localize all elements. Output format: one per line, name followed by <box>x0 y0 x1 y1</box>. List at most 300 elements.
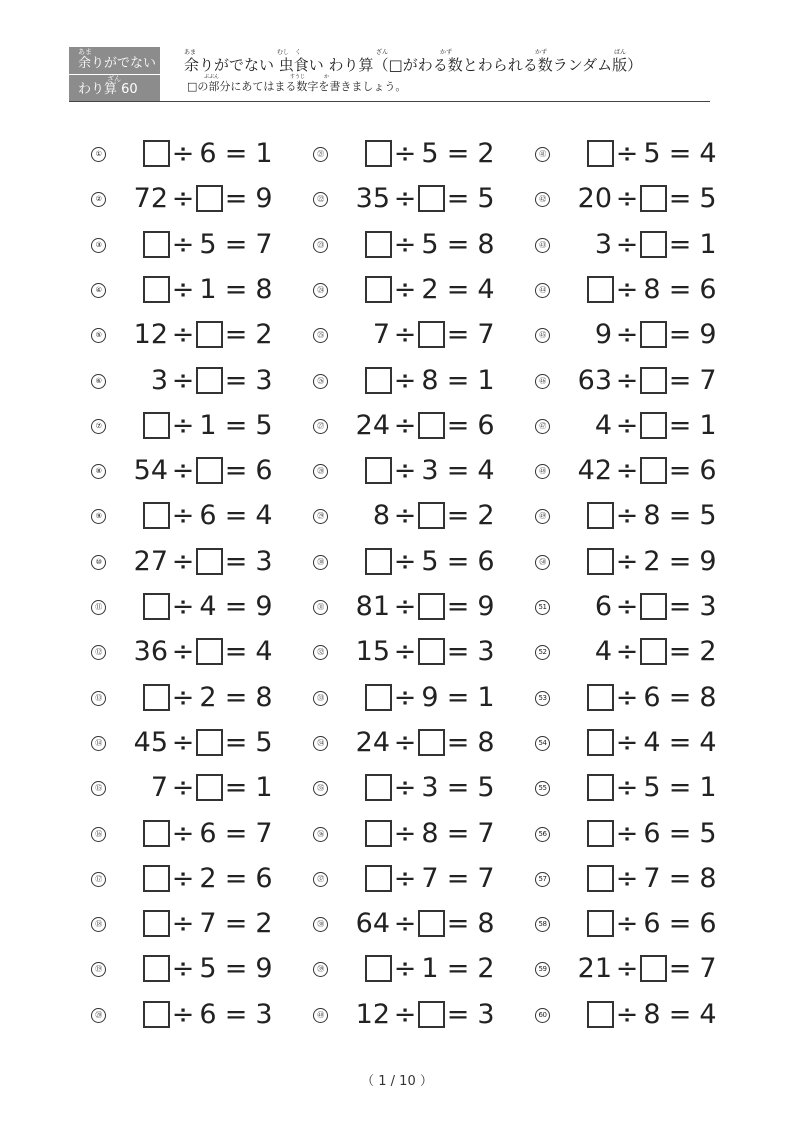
equals-sign: = <box>224 319 248 351</box>
equals-sign: = <box>668 364 692 396</box>
problem-item <box>535 904 735 944</box>
equals-sign: = <box>668 545 692 577</box>
quotient: 9 <box>699 545 717 577</box>
answer-blank-box[interactable] <box>143 502 170 529</box>
problem-item <box>313 361 513 401</box>
division-expression <box>116 452 281 490</box>
divisor: 6 <box>643 908 661 940</box>
division-expression <box>116 407 281 445</box>
divisor: 8 <box>421 817 439 849</box>
problem-number: ㉛ <box>313 600 328 615</box>
title-ruby: かず <box>535 49 548 56</box>
answer-blank-box[interactable] <box>418 502 445 529</box>
division-expression <box>338 950 503 988</box>
division-expression <box>338 769 503 807</box>
quotient: 3 <box>477 636 495 668</box>
equals-sign: = <box>224 455 248 487</box>
divisor: 5 <box>643 772 661 804</box>
quotient: 6 <box>255 455 273 487</box>
answer-blank-box[interactable] <box>143 231 170 258</box>
division-expression <box>338 588 503 626</box>
problem-number: ㊿ <box>535 555 550 570</box>
dividend: 36 <box>133 636 168 668</box>
equals-sign: = <box>446 636 470 668</box>
equals-sign: = <box>446 228 470 260</box>
problem-number: ㉕ <box>313 328 328 343</box>
answer-blank-box[interactable] <box>587 276 614 303</box>
subtitle-ruby: か <box>324 74 330 80</box>
divide-sign: ÷ <box>393 455 417 487</box>
answer-blank-box[interactable] <box>143 593 170 620</box>
quotient: 4 <box>477 273 495 305</box>
problem-number: ⑤ <box>91 328 106 343</box>
dividend: 54 <box>133 455 168 487</box>
problem-item <box>91 451 291 491</box>
answer-blank-box[interactable] <box>640 638 667 665</box>
problem-item <box>313 768 513 808</box>
title-ruby: ばん <box>614 49 627 56</box>
equals-sign: = <box>446 455 470 487</box>
dividend: 4 <box>594 409 612 441</box>
divisor: 6 <box>643 681 661 713</box>
quotient: 1 <box>477 681 495 713</box>
problem-number: ㉖ <box>313 374 328 389</box>
divide-sign: ÷ <box>615 998 639 1030</box>
equals-sign: = <box>668 817 692 849</box>
divide-sign: ÷ <box>615 273 639 305</box>
equals-sign: = <box>668 726 692 758</box>
division-expression <box>338 679 503 717</box>
answer-blank-box[interactable] <box>640 593 667 620</box>
divide-sign: ÷ <box>171 953 195 985</box>
divisor: 3 <box>421 455 439 487</box>
problem-number: ⑦ <box>91 419 106 434</box>
subtitle-ruby: すうじ <box>290 74 306 80</box>
quotient: 6 <box>477 409 495 441</box>
division-expression <box>116 588 281 626</box>
dividend: 3 <box>150 364 168 396</box>
answer-blank-box[interactable] <box>640 367 667 394</box>
problem-item <box>91 949 291 989</box>
answer-blank-box[interactable] <box>587 1001 614 1028</box>
badge-title: 余りがでない <box>78 56 157 71</box>
problem-item <box>535 134 735 174</box>
division-expression <box>560 543 725 581</box>
quotient: 6 <box>477 545 495 577</box>
problem-item <box>313 678 513 718</box>
equals-sign: = <box>446 409 470 441</box>
divide-sign: ÷ <box>171 500 195 532</box>
dividend: 7 <box>372 319 390 351</box>
quotient: 7 <box>255 228 273 260</box>
problem-number: 52 <box>535 645 550 660</box>
answer-blank-box[interactable] <box>365 548 392 575</box>
problem-number: 56 <box>535 827 550 842</box>
quotient: 1 <box>255 138 273 169</box>
problem-item <box>535 995 735 1035</box>
problem-item <box>91 995 291 1035</box>
equals-sign: = <box>224 409 248 441</box>
quotient: 9 <box>255 183 273 215</box>
answer-blank-box[interactable] <box>143 910 170 937</box>
quotient: 1 <box>699 409 717 441</box>
divide-sign: ÷ <box>171 409 195 441</box>
equals-sign: = <box>446 953 470 985</box>
title-ruby: かず <box>440 49 453 56</box>
quotient: 8 <box>699 681 717 713</box>
quotient: 4 <box>699 998 717 1030</box>
answer-blank-box[interactable] <box>365 140 392 167</box>
equals-sign: = <box>224 591 248 622</box>
problem-item <box>535 814 735 854</box>
title-ruby: むし <box>277 49 290 56</box>
answer-blank-box[interactable] <box>640 321 667 348</box>
badge-ruby-ama: あま <box>78 48 92 56</box>
dividend: 4 <box>594 636 612 668</box>
divisor: 6 <box>199 817 217 849</box>
problem-number: 53 <box>535 691 550 706</box>
answer-blank-box[interactable] <box>418 321 445 348</box>
divide-sign: ÷ <box>171 862 195 894</box>
division-expression <box>338 860 503 898</box>
equals-sign: = <box>446 908 470 940</box>
divide-sign: ÷ <box>615 364 639 396</box>
divide-sign: ÷ <box>171 772 195 804</box>
answer-blank-box[interactable] <box>143 820 170 847</box>
problem-item <box>91 723 291 763</box>
divisor: 1 <box>421 953 439 985</box>
division-expression <box>560 769 725 807</box>
answer-blank-box[interactable] <box>196 185 223 212</box>
problem-item <box>91 406 291 446</box>
problem-number: 51 <box>535 600 550 615</box>
answer-blank-box[interactable] <box>640 457 667 484</box>
problem-number: ① <box>91 147 106 162</box>
problem-item <box>313 315 513 355</box>
answer-blank-box[interactable] <box>418 910 445 937</box>
answer-blank-box[interactable] <box>587 548 614 575</box>
divide-sign: ÷ <box>171 455 195 487</box>
quotient: 5 <box>699 817 717 849</box>
division-expression <box>560 950 725 988</box>
problem-item <box>313 904 513 944</box>
problem-number: 60 <box>535 1008 550 1023</box>
answer-blank-box[interactable] <box>418 412 445 439</box>
quotient: 8 <box>255 273 273 305</box>
problem-item <box>535 542 735 582</box>
answer-blank-box[interactable] <box>143 955 170 982</box>
quotient: 7 <box>699 953 717 985</box>
division-expression <box>116 724 281 762</box>
division-expression <box>116 996 281 1034</box>
equals-sign: = <box>224 772 248 804</box>
divide-sign: ÷ <box>171 319 195 351</box>
problem-item <box>535 723 735 763</box>
divide-sign: ÷ <box>615 908 639 940</box>
answer-blank-box[interactable] <box>418 638 445 665</box>
instructions <box>187 74 407 93</box>
division-expression <box>560 135 725 173</box>
answer-blank-box[interactable] <box>587 820 614 847</box>
divide-sign: ÷ <box>615 500 639 532</box>
answer-blank-box[interactable] <box>365 955 392 982</box>
equals-sign: = <box>446 273 470 305</box>
answer-blank-box[interactable] <box>196 774 223 801</box>
division-expression <box>560 316 725 354</box>
answer-blank-box[interactable] <box>418 593 445 620</box>
division-expression <box>560 679 725 717</box>
divisor: 7 <box>643 862 661 894</box>
divide-sign: ÷ <box>393 409 417 441</box>
quotient: 4 <box>255 500 273 532</box>
answer-blank-box[interactable] <box>640 412 667 439</box>
equals-sign: = <box>224 953 248 985</box>
problem-item <box>535 949 735 989</box>
division-expression <box>560 815 725 853</box>
answer-blank-box[interactable] <box>418 1001 445 1028</box>
problem-number: ㉝ <box>313 691 328 706</box>
answer-blank-box[interactable] <box>587 140 614 167</box>
equals-sign: = <box>668 409 692 441</box>
divide-sign: ÷ <box>615 726 639 758</box>
problem-number: ㉑ <box>313 147 328 162</box>
divisor: 5 <box>199 953 217 985</box>
answer-blank-box[interactable] <box>143 865 170 892</box>
equals-sign: = <box>224 726 248 758</box>
answer-blank-box[interactable] <box>365 367 392 394</box>
answer-blank-box[interactable] <box>587 502 614 529</box>
answer-blank-box[interactable] <box>196 367 223 394</box>
divisor: 8 <box>643 273 661 305</box>
division-expression <box>338 180 503 218</box>
divisor: 2 <box>643 545 661 577</box>
equals-sign: = <box>446 500 470 532</box>
divisor: 1 <box>199 409 217 441</box>
answer-blank-box[interactable] <box>418 185 445 212</box>
problem-number: ㊾ <box>535 509 550 524</box>
problem-item <box>91 768 291 808</box>
division-expression <box>116 362 281 400</box>
divide-sign: ÷ <box>615 228 639 260</box>
divisor: 8 <box>643 998 661 1030</box>
equals-sign: = <box>668 273 692 305</box>
quotient: 2 <box>255 319 273 351</box>
equals-sign: = <box>668 455 692 487</box>
divisor: 5 <box>421 545 439 577</box>
answer-blank-box[interactable] <box>196 638 223 665</box>
title-ruby: あま <box>184 49 197 56</box>
dividend: 72 <box>133 183 168 215</box>
quotient: 5 <box>477 772 495 804</box>
problem-item <box>313 949 513 989</box>
answer-blank-box[interactable] <box>365 774 392 801</box>
answer-blank-box[interactable] <box>196 548 223 575</box>
answer-blank-box[interactable] <box>196 729 223 756</box>
problem-number: ③ <box>91 238 106 253</box>
division-expression <box>560 180 725 218</box>
quotient: 4 <box>699 138 717 169</box>
division-expression <box>116 316 281 354</box>
problem-item <box>91 678 291 718</box>
equals-sign: = <box>668 998 692 1030</box>
division-expression <box>116 226 281 264</box>
division-expression <box>116 135 281 173</box>
quotient: 1 <box>477 364 495 396</box>
division-expression <box>560 271 725 309</box>
divisor: 4 <box>643 726 661 758</box>
divide-sign: ÷ <box>171 681 195 713</box>
division-expression <box>338 905 503 943</box>
division-expression <box>338 452 503 490</box>
problem-item <box>535 179 735 219</box>
dividend: 3 <box>594 228 612 260</box>
divide-sign: ÷ <box>171 636 195 668</box>
answer-blank-box[interactable] <box>143 276 170 303</box>
quotient: 9 <box>255 953 273 985</box>
division-expression <box>116 815 281 853</box>
answer-blank-box[interactable] <box>587 774 614 801</box>
divide-sign: ÷ <box>615 591 639 622</box>
answer-blank-box[interactable] <box>587 910 614 937</box>
dividend: 24 <box>355 726 390 758</box>
division-expression <box>560 724 725 762</box>
dividend: 12 <box>133 319 168 351</box>
answer-blank-box[interactable] <box>143 1001 170 1028</box>
problem-number: ⑫ <box>91 645 106 660</box>
division-expression <box>338 226 503 264</box>
problem-number: ④ <box>91 283 106 298</box>
answer-blank-box[interactable] <box>418 729 445 756</box>
quotient: 7 <box>477 319 495 351</box>
answer-blank-box[interactable] <box>640 231 667 258</box>
equals-sign: = <box>224 908 248 940</box>
division-expression <box>560 226 725 264</box>
division-expression <box>338 497 503 535</box>
dividend: 7 <box>150 772 168 804</box>
answer-blank-box[interactable] <box>640 185 667 212</box>
answer-blank-box[interactable] <box>587 729 614 756</box>
instructions-text: □の部分にあてはまる数字を書きましょう。 <box>187 80 407 93</box>
problem-number: ㊷ <box>535 192 550 207</box>
dividend: 64 <box>355 908 390 940</box>
equals-sign: = <box>224 228 248 260</box>
answer-blank-box[interactable] <box>365 276 392 303</box>
quotient: 7 <box>699 364 717 396</box>
problem-number: ⑱ <box>91 917 106 932</box>
answer-blank-box[interactable] <box>365 231 392 258</box>
problem-number: ㊻ <box>535 374 550 389</box>
problem-item <box>313 496 513 536</box>
equals-sign: = <box>668 908 692 940</box>
equals-sign: = <box>224 862 248 894</box>
divide-sign: ÷ <box>393 908 417 940</box>
problem-item <box>91 632 291 672</box>
equals-sign: = <box>446 591 470 622</box>
division-expression <box>338 543 503 581</box>
divide-sign: ÷ <box>393 636 417 668</box>
problem-number: ⑰ <box>91 872 106 887</box>
divide-sign: ÷ <box>171 545 195 577</box>
answer-blank-box[interactable] <box>196 321 223 348</box>
division-expression <box>116 905 281 943</box>
divisor: 5 <box>643 138 661 169</box>
problem-number: ㊲ <box>313 872 328 887</box>
quotient: 6 <box>699 908 717 940</box>
divide-sign: ÷ <box>171 817 195 849</box>
problem-item <box>535 361 735 401</box>
answer-blank-box[interactable] <box>365 865 392 892</box>
problem-item <box>535 406 735 446</box>
equals-sign: = <box>446 183 470 215</box>
answer-blank-box[interactable] <box>143 140 170 167</box>
equals-sign: = <box>668 138 692 169</box>
divide-sign: ÷ <box>615 817 639 849</box>
quotient: 9 <box>255 591 273 622</box>
division-expression <box>560 633 725 671</box>
divide-sign: ÷ <box>171 138 195 169</box>
problem-item <box>313 723 513 763</box>
divisor: 6 <box>199 500 217 532</box>
division-expression <box>560 860 725 898</box>
answer-blank-box[interactable] <box>587 865 614 892</box>
equals-sign: = <box>224 545 248 577</box>
problem-number: ㉒ <box>313 192 328 207</box>
quotient: 8 <box>699 862 717 894</box>
quotient: 6 <box>699 273 717 305</box>
dividend: 12 <box>355 998 390 1030</box>
division-expression <box>116 679 281 717</box>
quotient: 8 <box>477 726 495 758</box>
divide-sign: ÷ <box>171 591 195 622</box>
worksheet-badge <box>69 47 160 101</box>
problem-item <box>535 451 735 491</box>
answer-blank-box[interactable] <box>143 412 170 439</box>
answer-blank-box[interactable] <box>365 684 392 711</box>
divide-sign: ÷ <box>615 681 639 713</box>
divide-sign: ÷ <box>393 183 417 215</box>
header-rule <box>69 101 710 102</box>
quotient: 7 <box>255 817 273 849</box>
answer-blank-box[interactable] <box>587 684 614 711</box>
answer-blank-box[interactable] <box>365 457 392 484</box>
equals-sign: = <box>446 998 470 1030</box>
divisor: 5 <box>421 138 439 169</box>
answer-blank-box[interactable] <box>365 820 392 847</box>
quotient: 8 <box>477 228 495 260</box>
quotient: 5 <box>699 500 717 532</box>
problem-number: ⑭ <box>91 736 106 751</box>
quotient: 3 <box>255 364 273 396</box>
answer-blank-box[interactable] <box>143 684 170 711</box>
equals-sign: = <box>446 772 470 804</box>
problem-number: ⑮ <box>91 781 106 796</box>
divide-sign: ÷ <box>615 636 639 668</box>
badge-number: わり算 60 <box>78 82 138 97</box>
problem-item <box>313 406 513 446</box>
divide-sign: ÷ <box>171 998 195 1030</box>
division-expression <box>560 588 725 626</box>
problem-number: ② <box>91 192 106 207</box>
answer-blank-box[interactable] <box>196 457 223 484</box>
equals-sign: = <box>446 817 470 849</box>
dividend: 63 <box>577 364 612 396</box>
problem-item <box>91 814 291 854</box>
problem-number: ㉓ <box>313 238 328 253</box>
problem-number: ㊽ <box>535 464 550 479</box>
answer-blank-box[interactable] <box>640 955 667 982</box>
problem-item <box>313 134 513 174</box>
divide-sign: ÷ <box>393 591 417 622</box>
